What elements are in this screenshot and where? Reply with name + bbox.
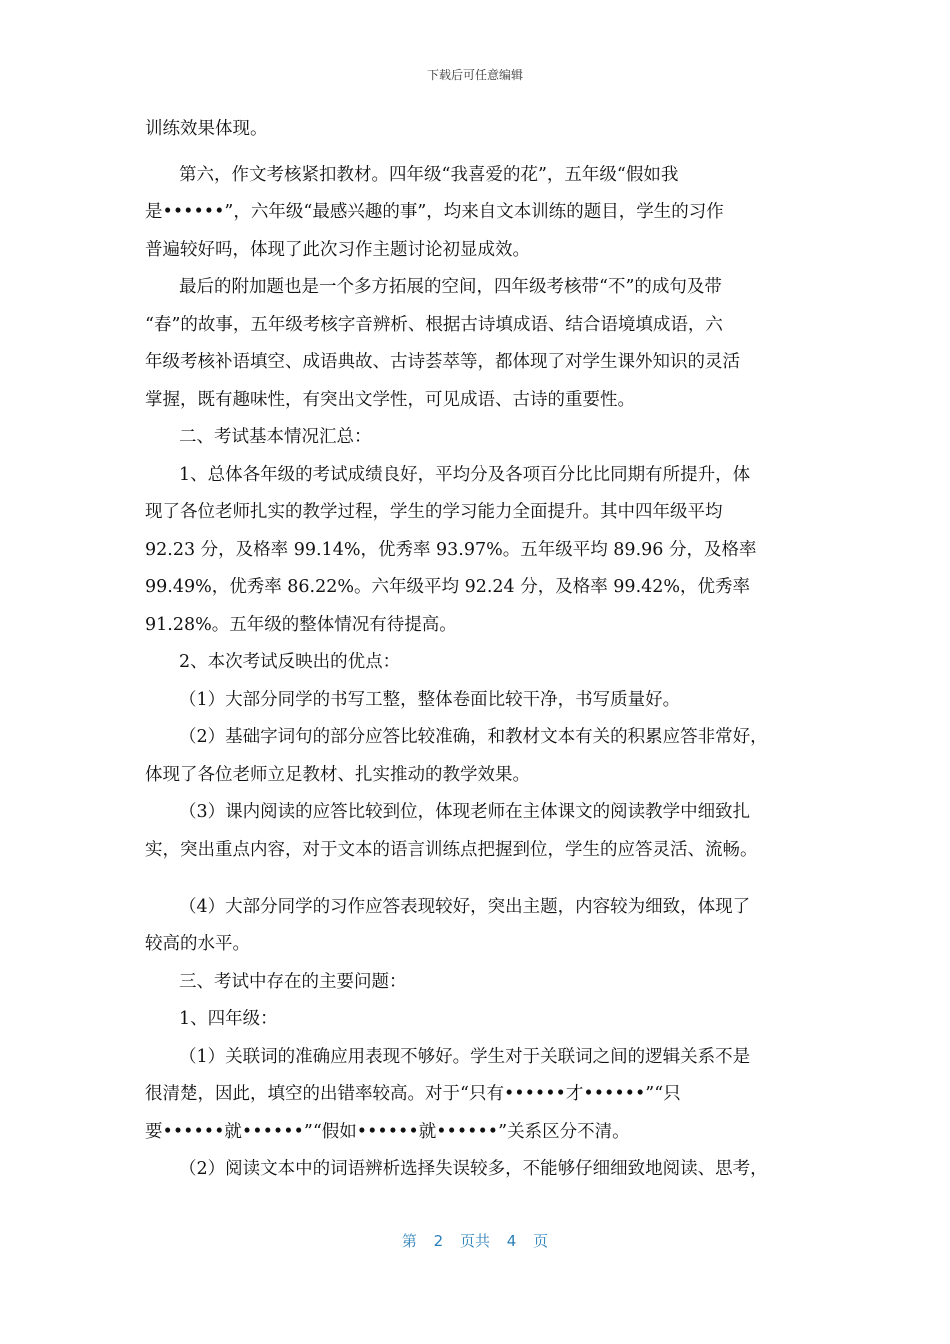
page-header: 下载后可任意编辑 bbox=[426, 68, 523, 82]
text-line: 训练效果体现。 bbox=[145, 119, 268, 139]
text-line: 99.49%，优秀率 86.22%。六年级平均 92.24 分，及格率 99.42%，优秀率 bbox=[145, 577, 751, 597]
text-line: 普遍较好吗，体现了此次习作主题讨论初显成效。 bbox=[145, 240, 530, 260]
text-line: 92.23 分，及格率 99.14%，优秀率 93.97%。五年级平均 89.96 分，及格率 bbox=[145, 540, 757, 560]
text-line: 很清楚，因此，填空的出错率较高。对于“只有••••••才••••••”“只 bbox=[145, 1084, 681, 1104]
text-line: （4）大部分同学的习作应答表现较好，突出主题，内容较为细致，体现了 bbox=[179, 897, 751, 917]
text-line: 实，突出重点内容，对于文本的语言训练点把握到位，学生的应答灵活、流畅。 bbox=[145, 840, 758, 860]
text-line: 91.28%。五年级的整体情况有待提高。 bbox=[145, 615, 457, 635]
text-line: （2）阅读文本中的词语辨析选择失误较多，不能够仔细细致地阅读、思考， bbox=[179, 1159, 768, 1179]
text-line: 是••••••”，六年级“最感兴趣的事”，均来自文本训练的题目，学生的习作 bbox=[145, 202, 724, 222]
section-heading: 三、考试中存在的主要问题： bbox=[179, 972, 407, 992]
text-line: 现了各位老师扎实的教学过程，学生的学习能力全面提升。其中四年级平均 bbox=[145, 502, 723, 522]
text-line: 1、总体各年级的考试成绩良好，平均分及各项百分比比同期有所提升，体 bbox=[179, 465, 751, 485]
text-line: 第六，作文考核紧扣教材。四年级“我喜爱的花”，五年级“假如我 bbox=[179, 165, 679, 185]
text-line: 体现了各位老师立足教材、扎实推动的教学效果。 bbox=[145, 765, 530, 785]
subsection-heading: 1、四年级： bbox=[179, 1009, 278, 1029]
text-line: 掌握，既有趣味性，有突出文学性，可见成语、古诗的重要性。 bbox=[145, 390, 635, 410]
page-footer: 第 2 页共 4 页 bbox=[401, 1232, 549, 1250]
text-line: 年级考核补语填空、成语典故、古诗荟萃等，都体现了对学生课外知识的灵活 bbox=[145, 352, 740, 372]
text-line: 要••••••就••••••”“假如••••••就••••••”关系区分不清。 bbox=[145, 1122, 630, 1142]
text-line: （1）大部分同学的书写工整，整体卷面比较干净，书写质量好。 bbox=[179, 690, 681, 710]
text-line: （3）课内阅读的应答比较到位，体现老师在主体课文的阅读教学中细致扎 bbox=[179, 802, 751, 822]
text-line: 最后的附加题也是一个多方拓展的空间，四年级考核带“不”的成句及带 bbox=[179, 277, 722, 297]
text-line: “春”的故事，五年级考核字音辨析、根据古诗填成语、结合语境填成语，六 bbox=[145, 315, 723, 335]
subsection-heading: 2、本次考试反映出的优点： bbox=[179, 652, 401, 672]
text-line: （1）关联词的准确应用表现不够好。学生对于关联词之间的逻辑关系不是 bbox=[179, 1047, 751, 1067]
text-line: （2）基础字词句的部分应答比较准确，和教材文本有关的积累应答非常好， bbox=[179, 727, 768, 747]
section-heading: 二、考试基本情况汇总： bbox=[179, 427, 372, 447]
text-line: 较高的水平。 bbox=[145, 934, 250, 954]
